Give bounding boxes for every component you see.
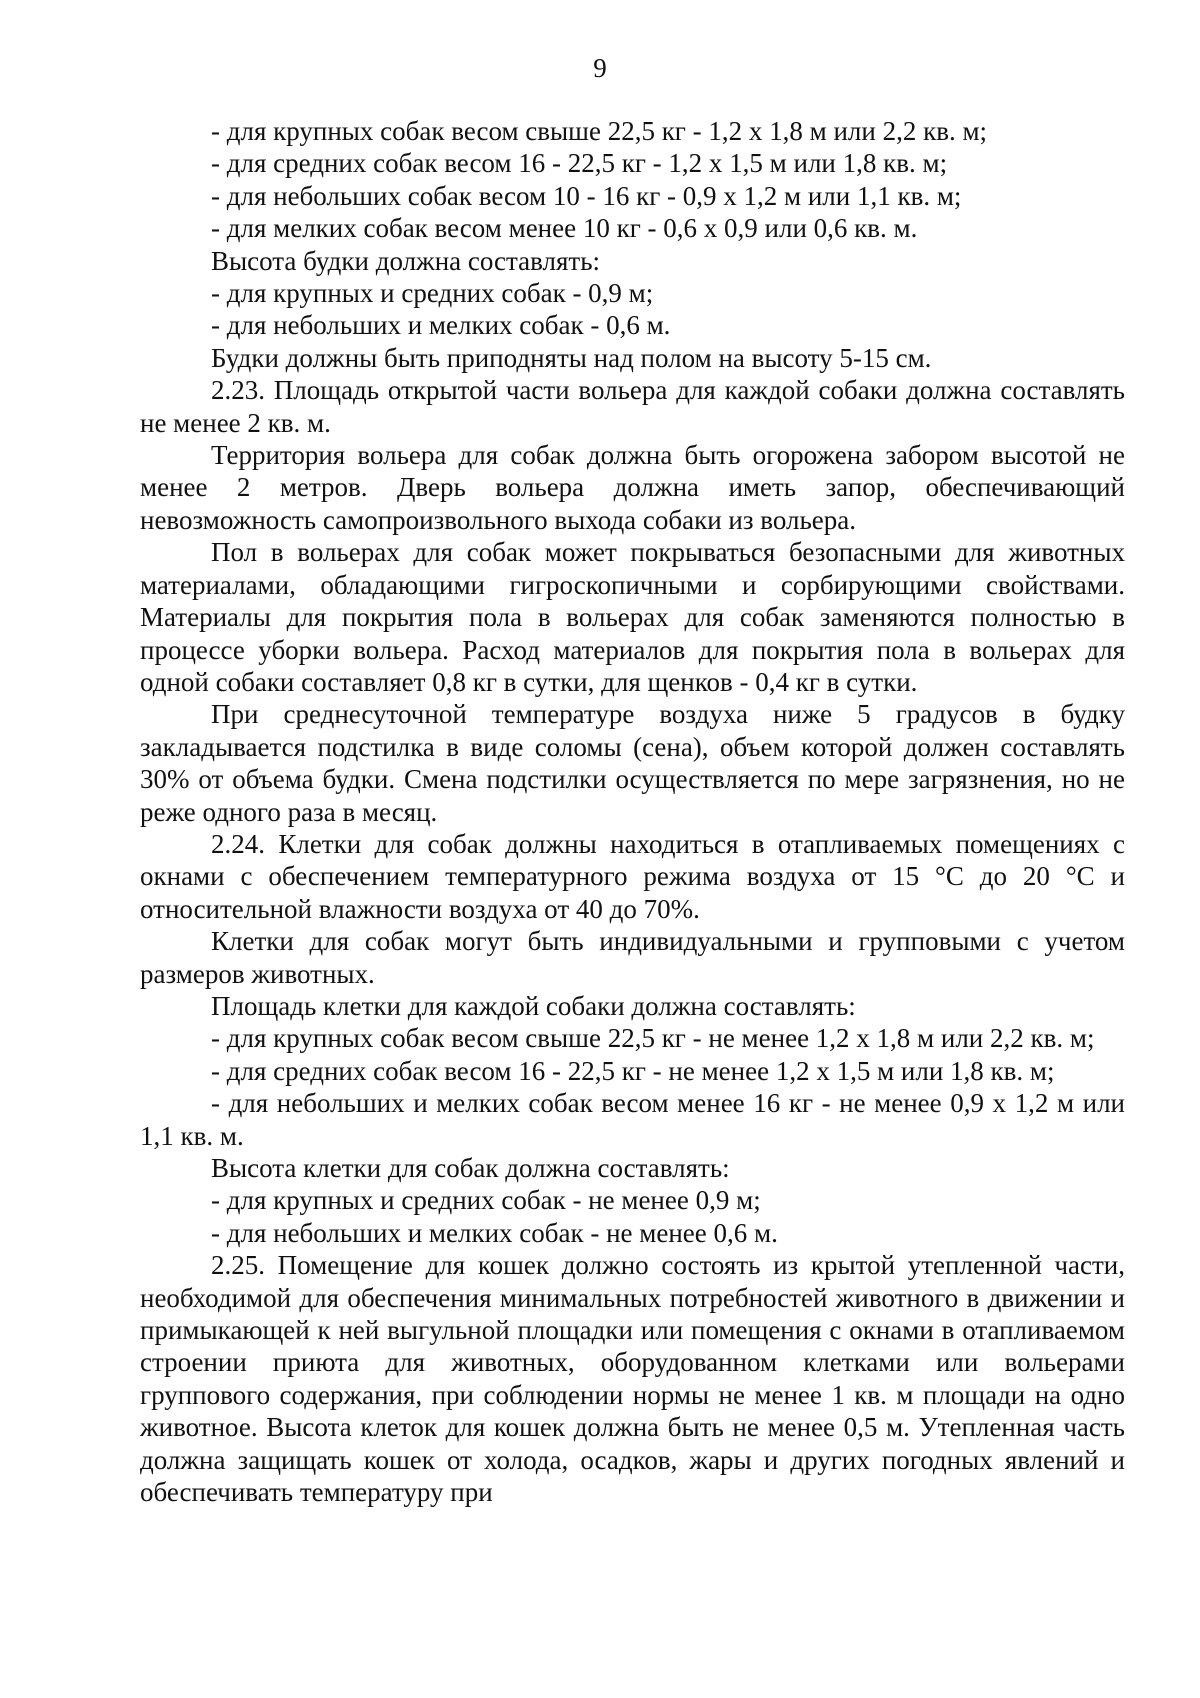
- paragraph: Пол в вольерах для собак может покрываться безопасными для животных материалами, обладающими гигроскопичными и сорбирующими свойствами. Материалы для покрытия пола в вольерах для собак заменяются полностью в процессе уборки вольера. Расход материалов для покрытия пола в вольерах для одной собаки составляет 0,8 кг в сутки, для щенков - 0,4 кг в сутки.: [140, 537, 1125, 697]
- document-body: [140, 115, 1125, 1508]
- paragraph: - для крупных и средних собак - не менее 0,9 м;: [211, 1185, 761, 1216]
- paragraph: Высота будки должна составлять:: [211, 245, 601, 276]
- paragraph: - для небольших и мелких собак - 0,6 м.: [211, 310, 671, 341]
- paragraph: - для небольших и мелких собак весом менее 16 кг - не менее 0,9 х 1,2 м или 1,1 кв. м.: [140, 1088, 1125, 1151]
- paragraph: Клетки для собак могут быть индивидуальными и групповыми с учетом размеров животных.: [140, 926, 1125, 989]
- paragraph: - для мелких собак весом менее 10 кг - 0,6 х 0,9 или 0,6 кв. м.: [211, 213, 918, 244]
- paragraph: Территория вольера для собак должна быть огорожена забором высотой не менее 2 метров. Дверь вольера должна иметь запор, обеспечивающий невозможность самопроизвольного выхода собаки из вольера.: [140, 440, 1125, 535]
- paragraph: - для крупных собак весом свыше 22,5 кг - 1,2 х 1,8 м или 2,2 кв. м;: [211, 116, 988, 146]
- paragraph: - для крупных и средних собак - 0,9 м;: [211, 278, 654, 309]
- paragraph: При среднесуточной температуре воздуха ниже 5 градусов в будку закладывается подстилка в виде соломы (сена), объем которой должен составлять 30% от объема будки. Смена подстилки осуществляется по мере загрязнения, но не реже одного раза в месяц.: [140, 699, 1125, 827]
- paragraph: 2.23. Площадь открытой части вольера для каждой собаки должна составлять не менее 2 кв. м.: [140, 375, 1125, 438]
- paragraph: Будки должны быть приподняты над полом на высоту 5-15 см.: [211, 342, 932, 373]
- page-number: 9: [593, 53, 607, 83]
- paragraph: - для крупных собак весом свыше 22,5 кг - не менее 1,2 х 1,8 м или 2,2 кв. м;: [211, 1023, 1095, 1054]
- paragraph: - для средних собак весом 16 - 22,5 кг - 1,2 х 1,5 м или 1,8 кв. м;: [211, 148, 948, 179]
- paragraph: 2.24. Клетки для собак должны находиться в отапливаемых помещениях с окнами с обеспечением температурного режима воздуха от 15 °С до 20 °С и относительной влажности воздуха от 40 до 70%.: [140, 828, 1125, 924]
- paragraph: - для средних собак весом 16 - 22,5 кг - не менее 1,2 х 1,5 м или 1,8 кв. м;: [211, 1055, 1055, 1086]
- paragraph: 2.25. Помещение для кошек должно состоять из крытой утепленной части, необходимой для обеспечения минимальных потребностей животного в движении и примыкающей к ней выгульной площадки или помещения с окнами в отапливаемом строении приюта для животных, оборудованном клетками или вольерами группового содержания, при соблюдении нормы не менее 1 кв. м площади на одно животное. Высота клеток для кошек должна быть не менее 0,5 м. Утепленная часть должна защищать кошек от холода, осадков, жары и других погодных явлений и обеспечивать температуру при: [140, 1250, 1125, 1508]
- paragraph: - для небольших собак весом 10 - 16 кг - 0,9 х 1,2 м или 1,1 кв. м;: [211, 180, 962, 211]
- paragraph: Площадь клетки для каждой собаки должна составлять:: [211, 990, 856, 1021]
- paragraph: - для небольших и мелких собак - не менее 0,6 м.: [211, 1217, 778, 1248]
- paragraph: Высота клетки для собак должна составлять:: [211, 1153, 730, 1183]
